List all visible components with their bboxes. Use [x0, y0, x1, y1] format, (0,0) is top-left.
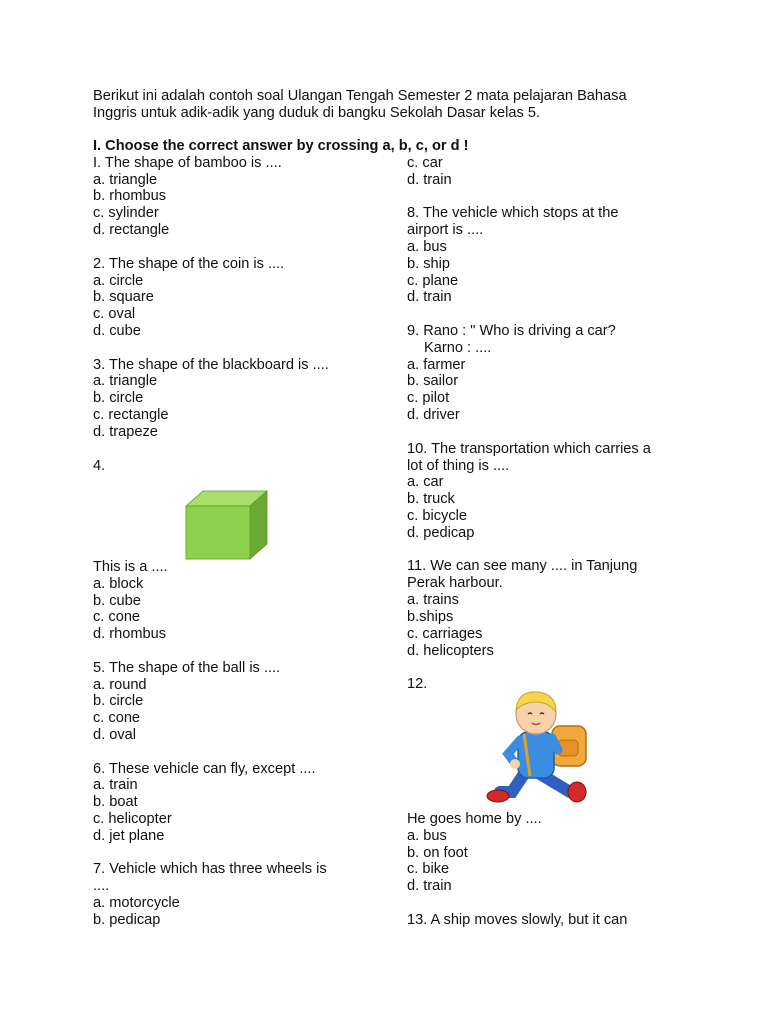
- q5-option-c: c. cone: [93, 710, 141, 726]
- q11-option-d: d. helicopters: [407, 643, 494, 659]
- q3-option-b: b. circle: [93, 390, 144, 406]
- q11-text: 11. We can see many .... in Tanjung: [407, 558, 638, 574]
- q8-option-d: d. train: [407, 289, 452, 305]
- q7-text-continued: ....: [93, 878, 110, 894]
- q7-option-b: b. pedicap: [93, 912, 161, 928]
- q1-option-a: a. triangle: [93, 172, 158, 188]
- q2-option-b: b. square: [93, 289, 154, 305]
- q10-option-c: c. bicycle: [407, 508, 468, 524]
- q7-option-a: a. motorcycle: [93, 895, 180, 911]
- q6-option-c: c. helicopter: [93, 811, 172, 827]
- intro-line-2: Inggris untuk adik-adik yang duduk di bangku Sekolah Dasar kelas 5.: [93, 105, 541, 121]
- q9-option-b: b. sailor: [407, 373, 459, 389]
- q9-text-continued: Karno : ....: [424, 340, 492, 356]
- q3-option-a: a. triangle: [93, 373, 158, 389]
- q3-option-d: d. trapeze: [93, 424, 158, 440]
- q2-option-d: d. cube: [93, 323, 141, 339]
- q2-option-c: c. oval: [93, 306, 136, 322]
- q12-option-b: b. on foot: [407, 845, 468, 861]
- q4-option-c: c. cone: [93, 609, 141, 625]
- q10-option-d: d. pedicap: [407, 525, 475, 541]
- q9-option-d: d. driver: [407, 407, 460, 423]
- q5-option-b: b. circle: [93, 693, 144, 709]
- q9-option-a: a. farmer: [407, 357, 466, 373]
- green-cube-image: [183, 488, 269, 562]
- q12-text: He goes home by ....: [407, 811, 542, 827]
- q8-option-b: b. ship: [407, 256, 450, 272]
- q5-option-a: a. round: [93, 677, 147, 693]
- q8-text: 8. The vehicle which stops at the: [407, 205, 619, 221]
- q1-option-b: b. rhombus: [93, 188, 167, 204]
- q8-option-a: a. bus: [407, 239, 447, 255]
- q6-option-a: a. train: [93, 777, 138, 793]
- cube-front-face: [186, 506, 250, 559]
- q10-option-a: a. car: [407, 474, 444, 490]
- q4-option-a: a. block: [93, 576, 144, 592]
- q7-option-c: c. car: [407, 155, 443, 171]
- q12-number: 12.: [407, 676, 428, 692]
- q5-option-d: d. oval: [93, 727, 136, 743]
- q11-option-c: c. carriages: [407, 626, 483, 642]
- q4-option-d: d. rhombus: [93, 626, 167, 642]
- q7-text: 7. Vehicle which has three wheels is: [93, 861, 327, 877]
- q12-option-a: a. bus: [407, 828, 447, 844]
- q6-option-d: d. jet plane: [93, 828, 165, 844]
- q1-option-c: c. sylinder: [93, 205, 159, 221]
- intro-line-1: Berikut ini adalah contoh soal Ulangan Tengah Semester 2 mata pelajaran Bahasa: [93, 88, 627, 104]
- q11-text-continued: Perak harbour.: [407, 575, 503, 591]
- q4-option-b: b. cube: [93, 593, 141, 609]
- q12-option-d: d. train: [407, 878, 452, 894]
- q8-option-c: c. plane: [407, 273, 459, 289]
- q3-option-c: c. rectangle: [93, 407, 169, 423]
- q1-text: I. The shape of bamboo is ....: [93, 155, 282, 171]
- q4-number: 4.: [93, 458, 106, 474]
- q11-option-b: b.ships: [407, 609, 454, 625]
- q2-text: 2. The shape of the coin is ....: [93, 256, 285, 272]
- q12-option-c: c. bike: [407, 861, 450, 877]
- q13-text: 13. A ship moves slowly, but it can: [407, 912, 628, 928]
- q4-text: This is a ....: [93, 559, 168, 575]
- q2-option-a: a. circle: [93, 273, 144, 289]
- q9-option-c: c. pilot: [407, 390, 450, 406]
- q9-text: 9. Rano : " Who is driving a car?: [407, 323, 616, 339]
- q7-option-d: d. train: [407, 172, 452, 188]
- q10-text-continued: lot of thing is ....: [407, 458, 510, 474]
- q5-text: 5. The shape of the ball is ....: [93, 660, 281, 676]
- q6-text: 6. These vehicle can fly, except ....: [93, 761, 316, 777]
- q3-text: 3. The shape of the blackboard is ....: [93, 357, 329, 373]
- q10-text: 10. The transportation which carries a: [407, 441, 651, 457]
- section-heading: I. Choose the correct answer by crossing a, b, c, or d !: [93, 138, 469, 154]
- q6-option-b: b. boat: [93, 794, 138, 810]
- q8-text-continued: airport is ....: [407, 222, 484, 238]
- q11-option-a: a. trains: [407, 592, 459, 608]
- q1-option-d: d. rectangle: [93, 222, 170, 238]
- boy-walking-to-school-image: [484, 688, 598, 812]
- q10-option-b: b. truck: [407, 491, 455, 507]
